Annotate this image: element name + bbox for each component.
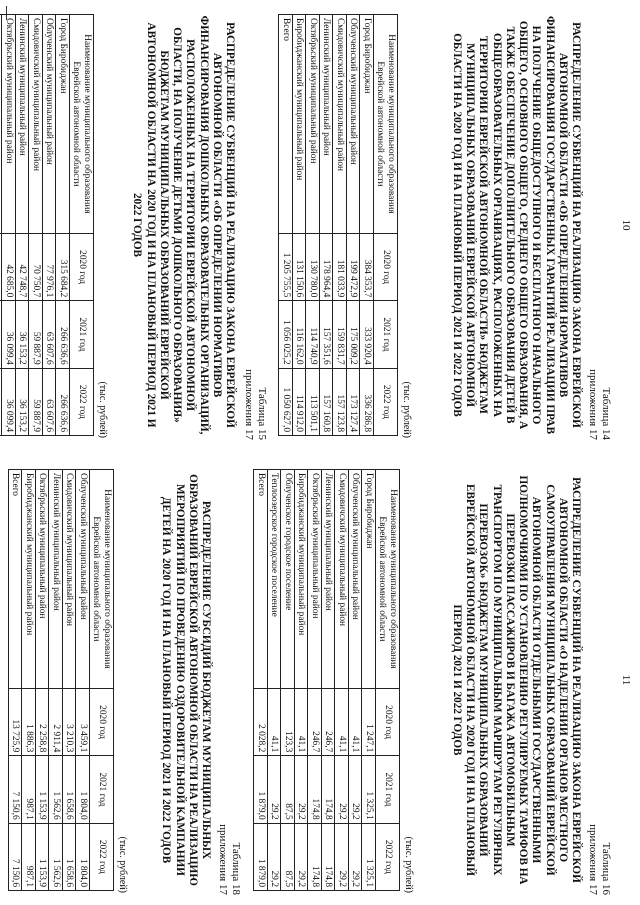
table-16 — [253, 469, 400, 891]
amount-cell: 114 912,0 — [292, 368, 306, 435]
table-18-label — [217, 824, 242, 895]
table-row — [62, 470, 76, 891]
amount-cell: 1 886,3 — [22, 688, 36, 755]
amount-cell: 29,2 — [294, 756, 308, 823]
amount-cell: 123,3 — [281, 688, 295, 755]
amount-cell: 29,2 — [348, 756, 362, 823]
table-header-row — [373, 15, 397, 436]
amount-cell: 1 879,0 — [254, 823, 268, 890]
municipality-cell: Октябрьский муниципальный район — [308, 470, 322, 689]
municipality-cell: Облученский муниципальный район — [76, 470, 90, 689]
municipality-cell — [0, 15, 2, 234]
amount-cell: 159 831,7 — [333, 301, 347, 368]
municipality-cell: Смидовичский муниципальный район — [335, 470, 349, 689]
municipality-cell: Ленинский муниципальный район — [321, 470, 335, 689]
amount-cell: 246,7 — [308, 688, 322, 755]
amount-cell: 70 750,7 — [29, 233, 43, 300]
amount-cell: 1 153,9 — [35, 756, 49, 823]
table-15-label — [243, 369, 268, 440]
table-row — [321, 470, 335, 891]
table-18 — [8, 469, 114, 891]
amount-cell: 2 911,4 — [49, 688, 63, 755]
table-row — [15, 15, 29, 436]
amount-cell: 987,1 — [22, 756, 36, 823]
amount-cell: 178 964,4 — [319, 233, 333, 300]
header-cell: 2020 год — [373, 233, 397, 300]
municipality-cell: Всего — [254, 470, 268, 689]
amount-cell: 246,7 — [321, 688, 335, 755]
table-14-unit: (тыс. рублей) — [401, 381, 412, 438]
table-row — [333, 15, 347, 436]
header-cell: 2021 год — [89, 756, 113, 823]
municipality-cell: Всего — [279, 15, 293, 234]
amount-cell: 63 607,6 — [42, 301, 56, 368]
total-row — [254, 470, 268, 891]
municipality-cell: Ленинский муниципальный район — [319, 15, 333, 234]
table-row — [346, 15, 360, 436]
amount-cell: 36 153,2 — [15, 368, 29, 435]
municipality-cell: Смидовичский муниципальный район — [29, 15, 43, 234]
amount-cell: 41,1 — [348, 688, 362, 755]
table-body — [8, 470, 89, 891]
table-15-title: РАСПРЕДЕЛЕНИЕ СУБВЕНЦИЙ НА РЕАЛИЗАЦИЮ ЗАКОНА ЕВРЕЙСКОЙ АВТОНОМНОЙ ОБЛАСТИ «ОБ ОПРЕДЕЛЕНИИ НОРМАТИВОВ ФИНАНСИРОВАНИЯ ДОШКОЛЬНЫХ ОБРАЗОВАТЕЛЬНЫХ ОРГАНИЗАЦИЙ, РАСПОЛОЖЕННЫХ НА ТЕРРИТОРИИ ЕВРЕЙСКОЙ АВТОНОМНОЙ ОБЛАСТИ, НА ПОЛУЧЕНИЕ ДЕТЬМИ ДОШКОЛЬНОГО ОБРАЗОВАНИЯ» БЮДЖЕТАМ МУНИЦИПАЛЬНЫХ ОБРАЗОВАНИЙ ЕВРЕЙСКОЙ АВТОНОМНОЙ ОБЛАСТИ НА 2020 ГОД И НА ПЛАНОВЫЙ ПЕРИОД 2021 И 2022 ГОДОВ — [131, 15, 236, 435]
header-cell: 2022 год — [375, 823, 399, 890]
appendix-label: приложения 17 — [587, 369, 600, 440]
amount-cell: 1 050 627,0 — [279, 368, 293, 435]
amount-cell: 29,2 — [335, 823, 349, 890]
amount-cell: 1 325,1 — [362, 756, 376, 823]
amount-cell: 333 920,4 — [360, 301, 374, 368]
amount-cell: 59 887,9 — [29, 368, 43, 435]
header-cell: Наименование муниципального образования Еврейской автономной области — [89, 470, 113, 689]
municipality-cell: Город Биробиджан — [362, 470, 376, 689]
amount-cell: 41,1 — [294, 688, 308, 755]
header-cell: 2021 год — [69, 301, 93, 368]
amount-cell: 13 725,9 — [8, 688, 22, 755]
amount-cell: 36 099,4 — [2, 301, 16, 368]
right-page — [0, 455, 640, 905]
header-cell: 2020 год — [69, 233, 93, 300]
municipality-cell: Ленинский муниципальный район — [15, 15, 29, 234]
table-row — [0, 15, 2, 436]
municipality-cell: Город Биробиджан — [360, 15, 374, 234]
header-cell: 2020 год — [375, 688, 399, 755]
amount-cell: 3 210,3 — [62, 688, 76, 755]
amount-cell: 1 804,0 — [76, 756, 90, 823]
table-row — [362, 470, 376, 891]
municipality-cell: Ленинский муниципальный район — [49, 470, 63, 689]
table-label: Таблица 18 — [230, 842, 242, 895]
table-row — [281, 470, 295, 891]
table-row — [292, 15, 306, 436]
amount-cell: 131 150,6 — [292, 233, 306, 300]
amount-cell: 174,8 — [321, 756, 335, 823]
table-row — [49, 470, 63, 891]
page-number: 10 — [620, 219, 632, 231]
amount-cell: 266 636,6 — [56, 301, 70, 368]
amount-cell: 2 028,2 — [254, 688, 268, 755]
amount-cell: 116 162,0 — [292, 301, 306, 368]
amount-cell: 1 562,6 — [49, 756, 63, 823]
header-cell: 2022 год — [69, 368, 93, 435]
municipality-cell: Биробиджанский муниципальный район — [292, 15, 306, 234]
amount-cell: 41,1 — [335, 688, 349, 755]
table-row — [2, 15, 16, 436]
amount-cell: 77 976,1 — [42, 233, 56, 300]
amount-cell: 7 150,6 — [8, 823, 22, 890]
appendix-label: приложения 17 — [243, 369, 256, 440]
amount-cell: 36 153,2 — [15, 301, 29, 368]
header-cell: Наименование муниципального образования Еврейской автономной области — [373, 15, 397, 234]
table-label: Таблица 15 — [256, 387, 268, 440]
municipality-cell: Биробиджанский муниципальный район — [294, 470, 308, 689]
municipality-cell: Облученский муниципальный район — [348, 470, 362, 689]
amount-cell: 7 150,6 — [8, 756, 22, 823]
amount-cell: 157 123,8 — [333, 368, 347, 435]
page-number: 11 — [620, 674, 632, 686]
table-body — [254, 470, 376, 891]
amount-cell: 384 353,7 — [360, 233, 374, 300]
amount-cell: 315 684,2 — [56, 233, 70, 300]
header-cell: 2021 год — [373, 301, 397, 368]
table-row — [335, 470, 349, 891]
amount-cell: 1 658,6 — [62, 756, 76, 823]
table-row — [76, 470, 90, 891]
amount-cell: 87,5 — [281, 823, 295, 890]
municipality-cell: Биробиджанский муниципальный район — [22, 470, 36, 689]
table-15 — [0, 14, 94, 436]
amount-cell: 173 127,4 — [346, 368, 360, 435]
table-15-unit: (тыс. рублей) — [97, 381, 108, 438]
amount-cell: 113 501,1 — [306, 368, 320, 435]
table-16-label — [587, 824, 612, 895]
amount-cell: 29,2 — [267, 823, 281, 890]
municipality-cell: Всего — [8, 470, 22, 689]
amount-cell: 174,8 — [321, 823, 335, 890]
left-page — [0, 0, 640, 450]
header-cell: Наименование муниципального образования Еврейской автономной области — [375, 470, 399, 689]
amount-cell: 1 658,6 — [62, 823, 76, 890]
amount-cell: 42 748,7 — [15, 233, 29, 300]
amount-cell: 1 325,1 — [362, 823, 376, 890]
amount-cell: 336 286,8 — [360, 368, 374, 435]
table-16-title: РАСПРЕДЕЛЕНИЕ СУБВЕНЦИЙ НА РЕАЛИЗАЦИЮ ЗАКОНА ЕВРЕЙСКОЙ АВТОНОМНОЙ ОБЛАСТИ «О НАДЕЛЕНИИ ОРГАНОВ МЕСТНОГО САМОУПРАВЛЕНИЯ МУНИЦИПАЛЬНЫХ ОБРАЗОВАНИЙ ЕВРЕЙСКОЙ АВТОНОМНОЙ ОБЛАСТИ ОТДЕЛЬНЫМИ ГОСУДАРСТВЕННЫМИ ПОЛНОМОЧИЯМИ ПО УСТАНОВЛЕНИЮ РЕГУЛИРУЕМЫХ ТАРИФОВ НА ПЕРЕВОЗКИ ПАССАЖИРОВ И БАГАЖА АВТОМОБИЛЬНЫМ ТРАНСПОРТОМ ПО МУНИЦИПАЛЬНЫМ МАРШРУТАМ РЕГУЛЯРНЫХ ПЕРЕВОЗОК» БЮДЖЕТАМ МУНИЦИПАЛЬНЫХ ОБРАЗОВАНИЙ ЕВРЕЙСКОЙ АВТОНОМНОЙ ОБЛАСТИ НА 2020 ГОД И НА ПЛАНОВЫЙ ПЕРИОД 2021 И 2022 ГОДОВ — [451, 475, 582, 885]
amount-cell: 174,8 — [308, 756, 322, 823]
table-label: Таблица 16 — [600, 842, 612, 895]
amount-cell: 1 153,9 — [35, 823, 49, 890]
amount-cell: 1 056 025,2 — [279, 301, 293, 368]
amount-cell: 1 879,0 — [254, 756, 268, 823]
amount-cell: 987,1 — [22, 823, 36, 890]
municipality-cell: Октябрьский муниципальный район — [306, 15, 320, 234]
amount-cell — [0, 233, 2, 300]
appendix-label: приложения 17 — [217, 824, 230, 895]
header-cell: 2022 год — [373, 368, 397, 435]
table-14-label — [587, 369, 612, 440]
amount-cell: 29,2 — [335, 756, 349, 823]
table-header-row — [89, 470, 113, 891]
total-row — [8, 470, 22, 891]
table-row — [306, 15, 320, 436]
table-row — [360, 15, 374, 436]
amount-cell: 157 160,8 — [319, 368, 333, 435]
table-row — [22, 470, 36, 891]
amount-cell: 157 351,6 — [319, 301, 333, 368]
appendix-label: приложения 17 — [587, 824, 600, 895]
municipality-cell: Октябрьский муниципальный район — [35, 470, 49, 689]
table-14 — [278, 14, 398, 436]
municipality-cell: Октябрьский муниципальный район — [2, 15, 16, 234]
table-header-row — [375, 470, 399, 891]
table-label: Таблица 14 — [600, 387, 612, 440]
amount-cell: 130 780,0 — [306, 233, 320, 300]
table-row — [294, 470, 308, 891]
amount-cell: 36 099,4 — [2, 368, 16, 435]
municipality-cell: Облученский муниципальный район — [346, 15, 360, 234]
amount-cell: 114 740,9 — [306, 301, 320, 368]
header-cell: Наименование муниципального образования Еврейской автономной области — [69, 15, 93, 234]
header-cell: 2020 год — [89, 688, 113, 755]
amount-cell: 199 472,9 — [346, 233, 360, 300]
table-16-unit: (тыс. рублей) — [403, 836, 414, 893]
amount-cell: 174,8 — [308, 823, 322, 890]
amount-cell: 266 636,6 — [56, 368, 70, 435]
municipality-cell: Город Биробиджан — [56, 15, 70, 234]
amount-cell: 2 258,8 — [35, 688, 49, 755]
amount-cell: 175 009,2 — [346, 301, 360, 368]
municipality-cell: Смидовичский муниципальный район — [62, 470, 76, 689]
header-cell: 2022 год — [89, 823, 113, 890]
table-14-title: РАСПРЕДЕЛЕНИЕ СУБВЕНЦИЙ НА РЕАЛИЗАЦИЮ ЗАКОНА ЕВРЕЙСКОЙ АВТОНОМНОЙ ОБЛАСТИ «ОБ ОПРЕДЕЛЕНИИ НОРМАТИВОВ ФИНАНСИРОВАНИЯ ГОСУДАРСТВЕННЫХ ГАРАНТИЙ РЕАЛИЗАЦИИ ПРАВ НА ПОЛУЧЕНИЕ ОБЩЕДОСТУПНОГО И БЕСПЛАТНОГО НАЧАЛЬНОГО ОБЩЕГО, ОСНОВНОГО ОБЩЕГО, СРЕДНЕГО ОБЩЕГО ОБРАЗОВАНИЯ, А ТАКЖЕ ОБЕСПЕЧЕНИЕ ДОПОЛНИТЕЛЬНОГО ОБРАЗОВАНИЯ ДЕТЕЙ В ОБЩЕОБРАЗОВАТЕЛЬНЫХ ОРГАНИЗАЦИЯХ, РАСПОЛОЖЕННЫХ НА ТЕРРИТОРИИ ЕВРЕЙСКОЙ АВТОНОМНОЙ ОБЛАСТИ» БЮДЖЕТАМ МУНИЦИПАЛЬНЫХ ОБРАЗОВАНИЙ ЕВРЕЙСКОЙ АВТОНОМНОЙ ОБЛАСТИ НА 2020 ГОД И НА ПЛАНОВЫЙ ПЕРИОД 2021 И 2022 ГОДОВ — [451, 15, 582, 435]
table-row — [308, 470, 322, 891]
total-row — [279, 15, 293, 436]
table-18-unit: (тыс. рублей) — [117, 836, 128, 893]
municipality-cell: Теплоозерское городское поселение — [267, 470, 281, 689]
amount-cell: 87,5 — [281, 756, 295, 823]
table-row — [29, 15, 43, 436]
table-body — [0, 15, 69, 436]
amount-cell: 29,2 — [267, 756, 281, 823]
amount-cell: 63 607,6 — [42, 368, 56, 435]
amount-cell: 59 887,9 — [29, 301, 43, 368]
amount-cell: 1 205 755,5 — [279, 233, 293, 300]
amount-cell: 1 562,6 — [49, 823, 63, 890]
municipality-cell: Облученское городское поселение — [281, 470, 295, 689]
table-row — [267, 470, 281, 891]
amount-cell: 41,1 — [267, 688, 281, 755]
header-cell: 2021 год — [375, 756, 399, 823]
table-18-title: РАСПРЕДЕЛЕНИЕ СУБСИДИЙ БЮДЖЕТАМ МУНИЦИПАЛЬНЫХ ОБРАЗОВАНИЙ ЕВРЕЙСКОЙ АВТОНОМНОЙ ОБЛАСТИ НА РЕАЛИЗАЦИЮ МЕРОПРИЯТИЙ ПО ПРОВЕДЕНИЮ ОЗДОРОВИТЕЛЬНОЙ КАМПАНИИ ДЕТЕЙ НА 2020 ГОД И НА ПЛАНОВЫЙ ПЕРИОД 2021 И 2022 ГОДОВ — [160, 474, 212, 886]
municipality-cell: Облученский муниципальный район — [42, 15, 56, 234]
table-row — [319, 15, 333, 436]
amount-cell — [0, 368, 2, 435]
amount-cell: 181 033,9 — [333, 233, 347, 300]
amount-cell: 29,2 — [294, 823, 308, 890]
table-row — [35, 470, 49, 891]
amount-cell — [0, 301, 2, 368]
table-row — [56, 15, 70, 436]
municipality-cell: Смидовичский муниципальный район — [333, 15, 347, 234]
amount-cell: 3 459,1 — [76, 688, 90, 755]
amount-cell: 1 247,1 — [362, 688, 376, 755]
table-body — [279, 15, 374, 436]
amount-cell: 42 685,0 — [2, 233, 16, 300]
table-row — [348, 470, 362, 891]
table-header-row — [69, 15, 93, 436]
amount-cell: 1 804,0 — [76, 823, 90, 890]
table-row — [42, 15, 56, 436]
amount-cell: 29,2 — [348, 823, 362, 890]
